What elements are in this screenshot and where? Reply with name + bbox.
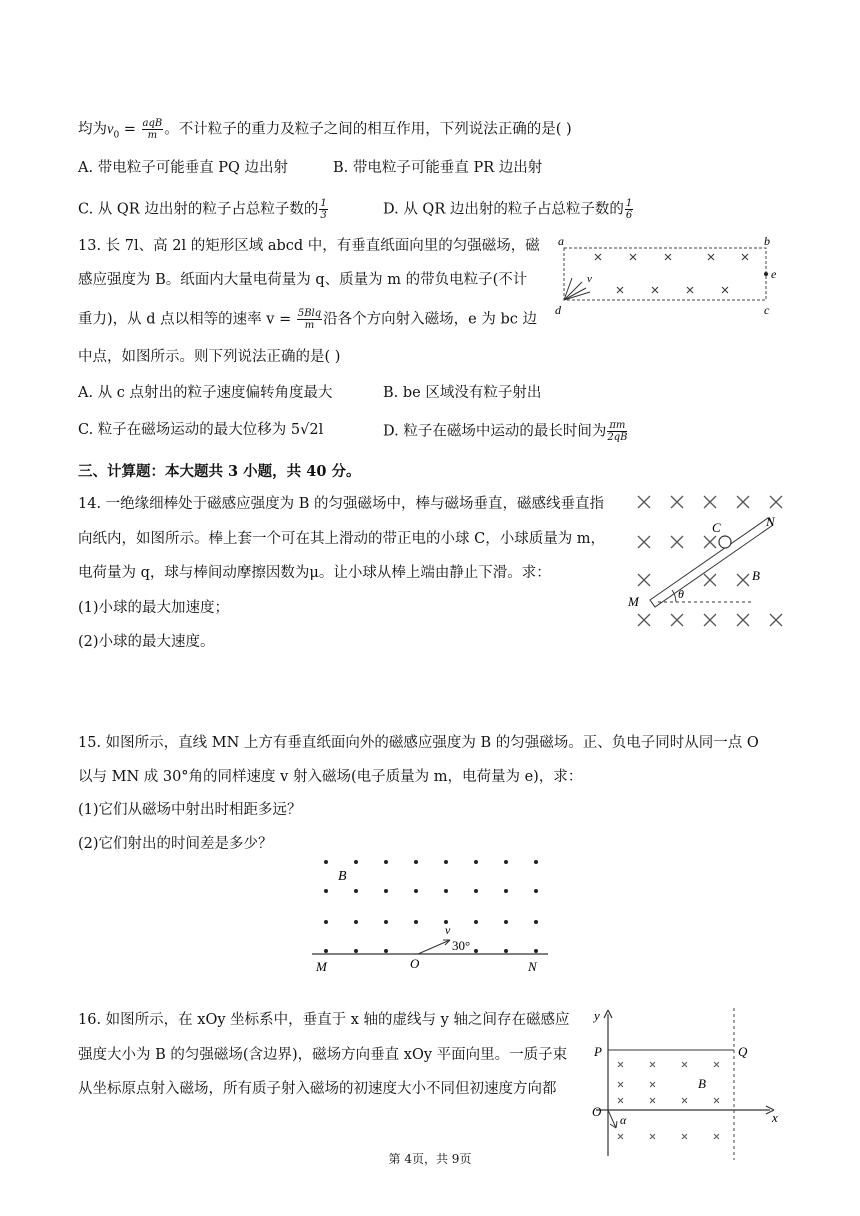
q13-figure — [552, 234, 780, 318]
label-v: v — [587, 273, 592, 285]
q13-option-b: B. be 区域没有粒子射出 — [383, 385, 542, 401]
q12-option-d: D. 从 QR 边出射的粒子占总粒子数的 $\frac{1}{6}$ — [383, 198, 633, 221]
label-e: e — [771, 267, 777, 281]
label-m: M — [316, 959, 327, 974]
q13-line-2: 感应强度为 B。纸面内大量电荷量为 q、质量为 m 的带负电粒子(不计 — [78, 272, 528, 288]
q13-option-c: C. 粒子在磁场运动的最大位移为 5√2l — [78, 422, 324, 438]
ball-c — [719, 536, 731, 548]
q13-option-a: A. 从 c 点射出的粒子速度偏转角度最大 — [78, 385, 333, 401]
label-m: M — [628, 594, 639, 609]
q13-line-3: 重力)，从 d 点以相等的速率 v = $\frac{\text{5Blq}}{m}$ 沿各个方向射入磁场，e 为 bc 边 — [78, 308, 537, 331]
field-cross-marks — [595, 254, 748, 293]
q14-line-2: 向纸内，如图所示。棒上套一个可在其上滑动的带正电的小球 C，小球质量为 m， — [78, 531, 606, 547]
label-b: b — [764, 234, 770, 248]
q12-option-b: B. 带电粒子可能垂直 PR 边出射 — [333, 160, 543, 176]
q15-sub-1: (1)它们从磁场中射出时相距多远？ — [78, 802, 302, 818]
section-3-heading: 三、计算题：本大题共 3 小题，共 40 分。 — [78, 463, 361, 480]
label-n: N — [766, 514, 775, 529]
label-n: N — [528, 959, 537, 974]
label-theta: θ — [678, 587, 684, 601]
q16-line-3: 从坐标原点射入磁场，所有质子射入磁场的初速度大小不同但初速度方向都 — [78, 1081, 557, 1097]
velocity-arrow — [418, 940, 450, 954]
label-x: x — [772, 1110, 778, 1125]
label-q: Q — [738, 1044, 748, 1059]
label-b: B — [338, 869, 347, 884]
field-cross-marks — [618, 1062, 719, 1139]
label-o: O — [592, 1104, 602, 1119]
label-30-degrees: 30° — [452, 938, 471, 953]
q14-sub-2: (2)小球的最大速度。 — [78, 634, 215, 650]
q15-line-1: 15. 如图所示，直线 MN 上方有垂直纸面向外的磁感应强度为 B 的匀强磁场。正、负电子同时从同一点 O — [78, 735, 759, 751]
q16-figure — [588, 1004, 784, 1162]
point-e — [764, 272, 768, 276]
field-dot-marks — [324, 860, 538, 953]
q13-line-4: 中点，如图所示。则下列说法正确的是( ) — [78, 349, 341, 365]
q13-line-1: 13. 长 7l、高 2l 的矩形区域 abcd 中，有垂直纸面向里的匀强磁场，磁 — [78, 238, 540, 254]
label-y: y — [594, 1008, 600, 1023]
label-alpha: α — [620, 1113, 627, 1127]
label-b: B — [752, 568, 760, 583]
label-c: C — [712, 520, 721, 535]
q12-option-a: A. 带电粒子可能垂直 PQ 边出射 — [78, 160, 289, 176]
q16-line-2: 强度大小为 B 的匀强磁场(含边界)，磁场方向垂直 xOy 平面向里。一质子束 — [78, 1047, 568, 1063]
q16-line-1: 16. 如图所示，在 xOy 坐标系中，垂直于 x 轴的虚线与 y 轴之间存在磁感应 — [78, 1012, 570, 1028]
q15-sub-2: (2)它们射出的时间差是多少？ — [78, 836, 273, 852]
v0-fraction: $\frac{\text{aqB}}{m}$ — [142, 118, 163, 141]
q12-stem-tail: 均为$v_0$ = $\frac{\text{aqB}}{m}$ 。不计粒子的重力及粒子之间的相互作用，下列说法正确的是( ) — [78, 118, 572, 141]
label-a: a — [558, 234, 564, 248]
q14-line-3: 电荷量为 q，球与棒间动摩擦因数为μ。让小球从棒上端由静止下滑。求： — [78, 565, 551, 581]
label-d: d — [555, 303, 561, 317]
label-o: O — [410, 956, 420, 971]
q14-line-1: 14. 一绝缘细棒处于磁感应强度为 B 的匀强磁场中，棒与磁场垂直，磁感线垂直指 — [78, 496, 605, 512]
q14-figure — [628, 490, 786, 635]
q13-option-d: D. 粒子在磁场中运动的最长时间为 $\frac{\pi m}{2qB}$ — [383, 420, 628, 443]
label-c: c — [764, 303, 770, 317]
q14-sub-1: (1)小球的最大加速度； — [78, 600, 230, 616]
q12-option-c: C. 从 QR 边出射的粒子占总粒子数的 $\frac{1}{3}$ — [78, 198, 327, 221]
q15-line-2: 以与 MN 成 30°角的同样速度 v 射入磁场(电子质量为 m，电荷量为 e)，求： — [78, 769, 583, 785]
q15-figure — [310, 852, 550, 974]
magnetic-region-rect — [564, 248, 766, 300]
label-p: P — [594, 1044, 602, 1059]
label-v: v — [445, 923, 451, 937]
label-b: B — [698, 1076, 706, 1091]
page-footer: 第 4页，共 9页 — [388, 1152, 472, 1166]
